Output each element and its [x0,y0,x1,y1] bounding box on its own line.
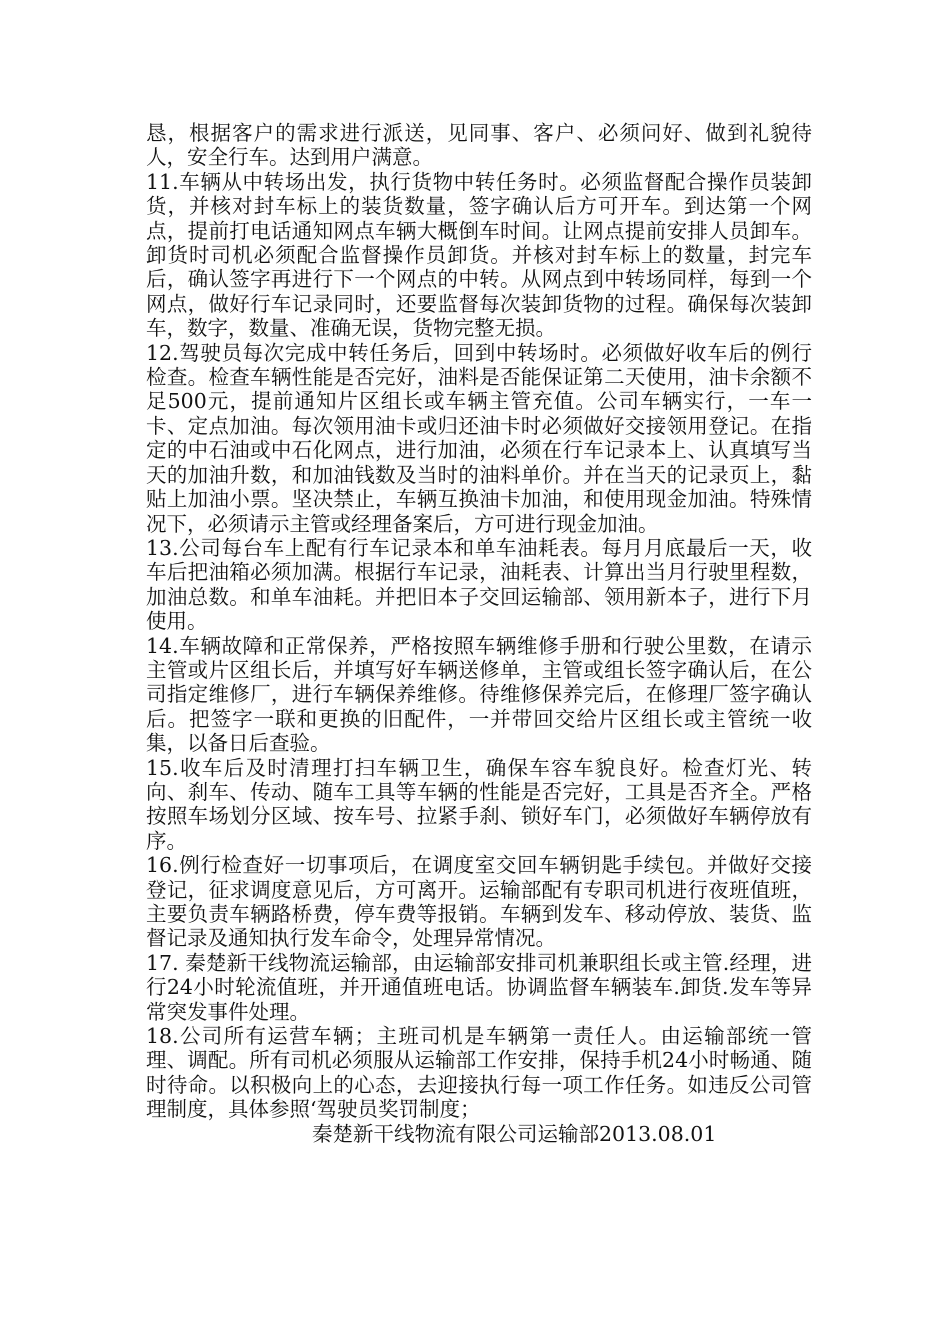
paragraph-item-17: 17. 秦楚新干线物流运输部，由运输部安排司机兼职组长或主管.经理，进行24小时轮流值班，并开通值班电话。协调监督车辆装车.卸货.发车等异常突发事件处理。 [146,950,812,1024]
document-body [146,121,812,1146]
paragraph-intro-continued: 恳，根据客户的需求进行派送，见同事、客户、必须问好、做到礼貌待人，安全行车。达到用户满意。 [146,121,812,170]
paragraph-item-13: 13.公司每台车上配有行车记录本和单车油耗表。每月月底最后一天，收车后把油箱必须加满。根据行车记录，油耗表、计算出当月行驶里程数，加油总数。和单车油耗。并把旧本子交回运输部、领用新本子，进行下月使用。 [146,535,812,634]
paragraph-item-18: 18.公司所有运营车辆；主班司机是车辆第一责任人。由运输部统一管理、调配。所有司机必须服从运输部工作安排，保持手机24小时畅通、随时待命。以积极向上的心态，去迎接执行每一项工作任务。如违反公司管理制度，具体参照‘驾驶员奖罚制度； [146,1024,812,1122]
paragraph-item-11: 11.车辆从中转场出发，执行货物中转任务时。必须监督配合操作员装卸货，并核对封车标上的装货数量，签字确认后方可开车。到达第一个网点，提前打电话通知网点车辆大概倒车时间。让网点提前安排人员卸车。卸货时司机必须配合监督操作员卸货。并核对封车标上的数量，封完车后，确认签字再进行下一个网点的中转。从网点到中转场同样，每到一个网点，做好行车记录同时，还要监督每次装卸货物的过程。确保每次装卸车，数字，数量、准确无误，货物完整无损。 [146,169,812,341]
paragraph-item-16: 16.例行检查好一切事项后，在调度室交回车辆钥匙手续包。并做好交接登记，征求调度意见后，方可离开。运输部配有专职司机进行夜班值班，主要负责车辆路桥费，停车费等报销。车辆到发车、移动停放、装货、监督记录及通知执行发车命令，处理异常情况。 [146,853,812,951]
paragraph-item-14: 14.车辆故障和正常保养，严格按照车辆维修手册和行驶公里数，在请示主管或片区组长后，并填写好车辆送修单，主管或组长签字确认后，在公司指定维修厂，进行车辆保养维修。待维修保养完后，在修理厂签字确认后。把签字一联和更换的旧配件，一并带回交给片区组长或主管统一收集，以备日后查验。 [146,633,812,756]
paragraph-item-15: 15.收车后及时清理打扫车辆卫生，确保车容车貌良好。检查灯光、转向、刹车、传动、随车工具等车辆的性能是否完好，工具是否齐全。严格按照车场划分区域、按车号、拉紧手刹、锁好车门，必须做好车辆停放有序。 [146,755,812,853]
paragraph-item-12: 12.驾驶员每次完成中转任务后，回到中转场时。必须做好收车后的例行检查。检查车辆性能是否完好，油料是否能保证第二天使用，油卡余额不足500元，提前通知片区组长或车辆主管充值。公司车辆实行，一车一卡、定点加油。每次领用油卡或归还油卡时必须做好交接领用登记。在指定的中石油或中石化网点，进行加油，必须在行车记录本上、认真填写当天的加油升数，和加油钱数及当时的油料单价。并在当天的记录页上，黏贴上加油小票。坚决禁止，车辆互换油卡加油，和使用现金加油。特殊情况下，必须请示主管或经理备案后，方可进行现金加油。 [146,340,812,536]
signature-line: 秦楚新干线物流有限公司运输部2013.08.01 [312,1121,717,1146]
